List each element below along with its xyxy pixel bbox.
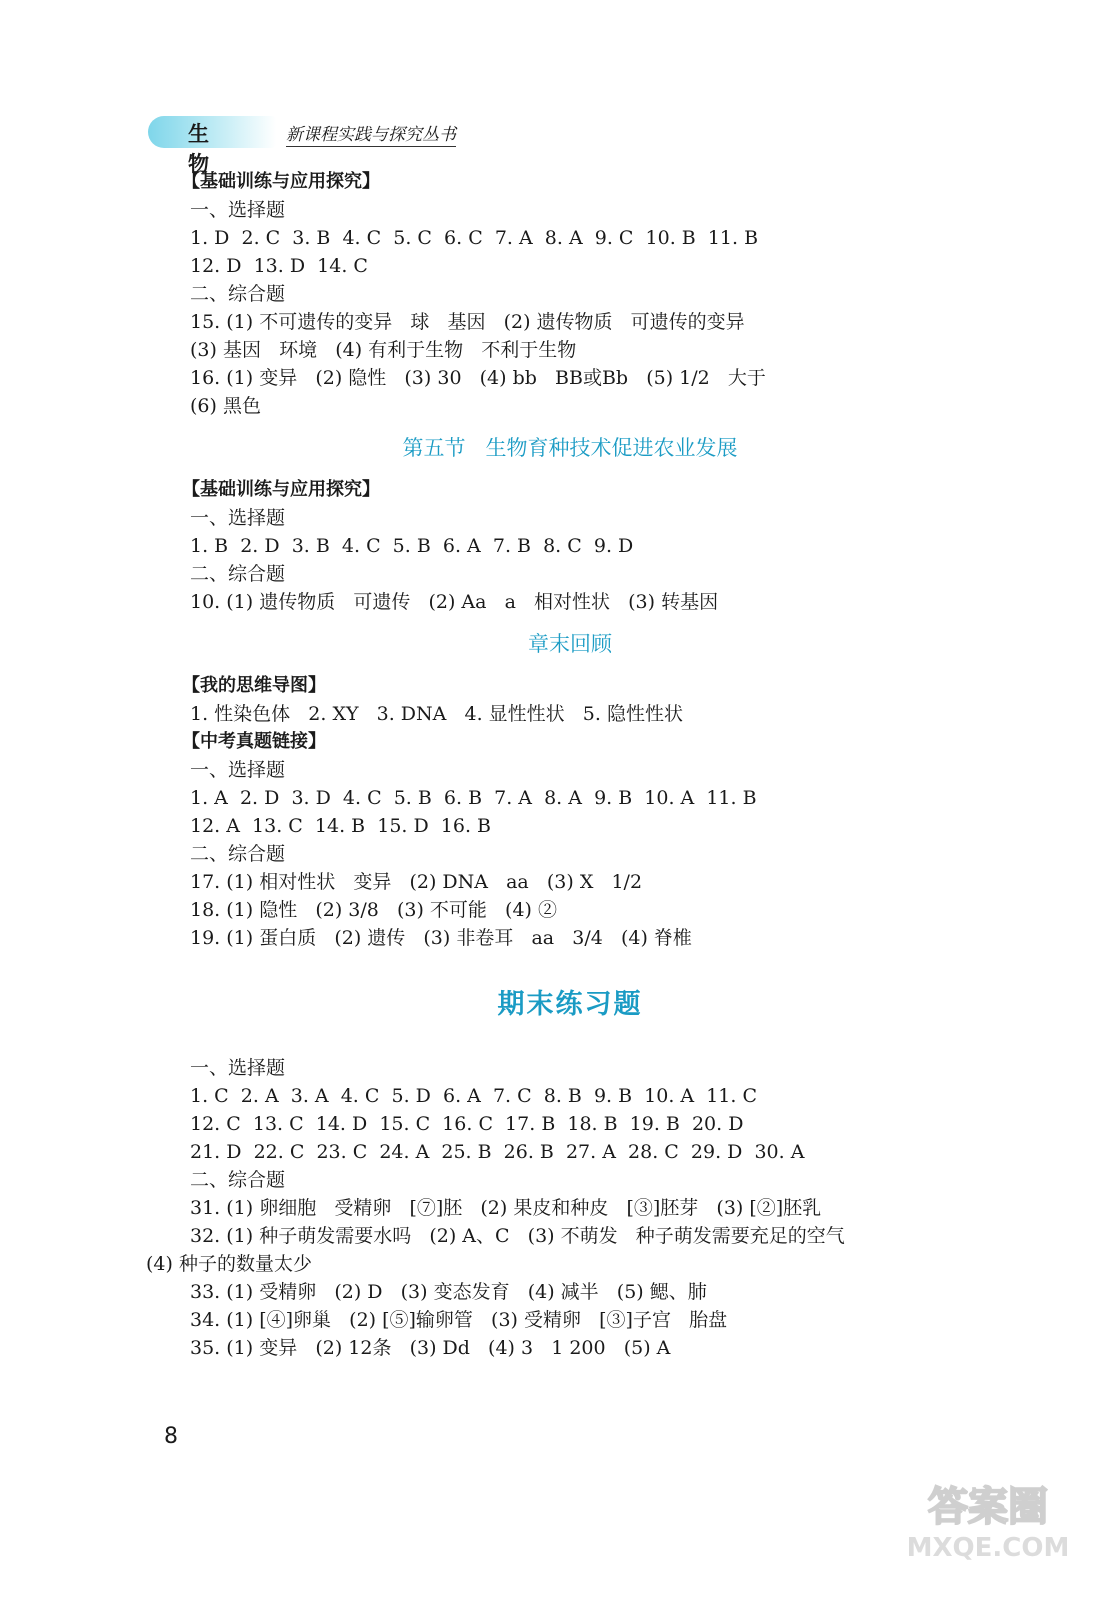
svg-text:答案圈: 答案圈: [928, 1484, 1048, 1530]
answer-line: 33. (1) 受精卵 (2) D (3) 变态发育 (4) 减半 (5) 鳃、肺: [190, 1281, 707, 1303]
section-label: 【基础训练与应用探究】: [182, 171, 380, 192]
section-label: 【基础训练与应用探究】: [182, 479, 380, 500]
answer-line: 1. C 2. A 3. A 4. C 5. D 6. A 7. C 8. B 9. B 10. A 11. C: [190, 1085, 758, 1107]
answer-line: 32. (1) 种子萌发需要水吗 (2) A、C (3) 不萌发 种子萌发需要充足的空气: [190, 1225, 845, 1247]
answer-line: 19. (1) 蛋白质 (2) 遗传 (3) 非卷耳 aa 3/4 (4) 脊椎: [190, 927, 692, 949]
answer-line: 21. D 22. C 23. C 24. A 25. B 26. B 27. A 28. C 29. D 30. A: [190, 1141, 805, 1163]
question-type: 二、综合题: [190, 283, 286, 305]
watermark-logo: [908, 1476, 1068, 1566]
section-label: 【我的思维导图】: [182, 675, 326, 696]
question-type: 二、综合题: [190, 563, 286, 585]
section-heading: 章末回顾: [528, 632, 612, 656]
answer-line: 18. (1) 隐性 (2) 3/8 (3) 不可能 (4) ②: [190, 899, 558, 921]
answer-line: 10. (1) 遗传物质 可遗传 (2) Aa a 相对性状 (3) 转基因: [190, 591, 719, 613]
question-type: 一、选择题: [190, 199, 286, 221]
question-type: 二、综合题: [190, 1169, 286, 1191]
section-heading: 第五节 生物育种技术促进农业发展: [402, 436, 738, 460]
answer-line: 1. B 2. D 3. B 4. C 5. B 6. A 7. B 8. C 9. D: [190, 535, 634, 557]
question-type: 一、选择题: [190, 1057, 286, 1079]
answer-line: 35. (1) 变异 (2) 12条 (3) Dd (4) 3 1 200 (5) A: [190, 1337, 671, 1359]
section-label: 【中考真题链接】: [182, 731, 326, 752]
answer-line: 12. C 13. C 14. D 15. C 16. C 17. B 18. B 19. B 20. D: [190, 1113, 744, 1135]
answer-line: 16. (1) 变异 (2) 隐性 (3) 30 (4) bb BB或Bb (5) 1/2 大于: [190, 367, 766, 389]
answer-line: 12. D 13. D 14. C: [190, 255, 368, 277]
svg-text:MXQE.COM: MXQE.COM: [908, 1533, 1068, 1563]
answer-line: 34. (1) [④]卵巢 (2) [⑤]输卵管 (3) 受精卵 [③]子宫 胎盘: [190, 1309, 728, 1331]
subject-label: 生物: [188, 122, 217, 176]
answer-line: (3) 基因 环境 (4) 有利于生物 不利于生物: [190, 339, 577, 361]
answer-line: 1. A 2. D 3. D 4. C 5. B 6. B 7. A 8. A 9. B 10. A 11. B: [190, 787, 757, 809]
answer-line: 1. D 2. C 3. B 4. C 5. C 6. C 7. A 8. A 9. C 10. B 11. B: [190, 227, 759, 249]
answer-line: 17. (1) 相对性状 变异 (2) DNA aa (3) X 1/2: [190, 871, 643, 893]
question-type: 二、综合题: [190, 843, 286, 865]
question-type: 一、选择题: [190, 759, 286, 781]
series-title: 新课程实践与探究丛书: [286, 120, 456, 147]
question-type: 一、选择题: [190, 507, 286, 529]
answer-line: 1. 性染色体 2. XY 3. DNA 4. 显性性状 5. 隐性性状: [190, 703, 683, 725]
page-number: 8: [164, 1424, 178, 1449]
answer-line: 12. A 13. C 14. B 15. D 16. B: [190, 815, 492, 837]
watermark-icon: [908, 1476, 1068, 1566]
answer-line: 31. (1) 卵细胞 受精卵 [⑦]胚 (2) 果皮和种皮 [③]胚芽 (3) [②]胚乳: [190, 1197, 822, 1219]
answer-line: 15. (1) 不可遗传的变异 球 基因 (2) 遗传物质 可遗传的变异: [190, 311, 745, 333]
answer-line: (6) 黑色: [190, 395, 261, 417]
final-heading: 期末练习题: [497, 989, 643, 1020]
answer-line: (4) 种子的数量太少: [146, 1253, 312, 1275]
